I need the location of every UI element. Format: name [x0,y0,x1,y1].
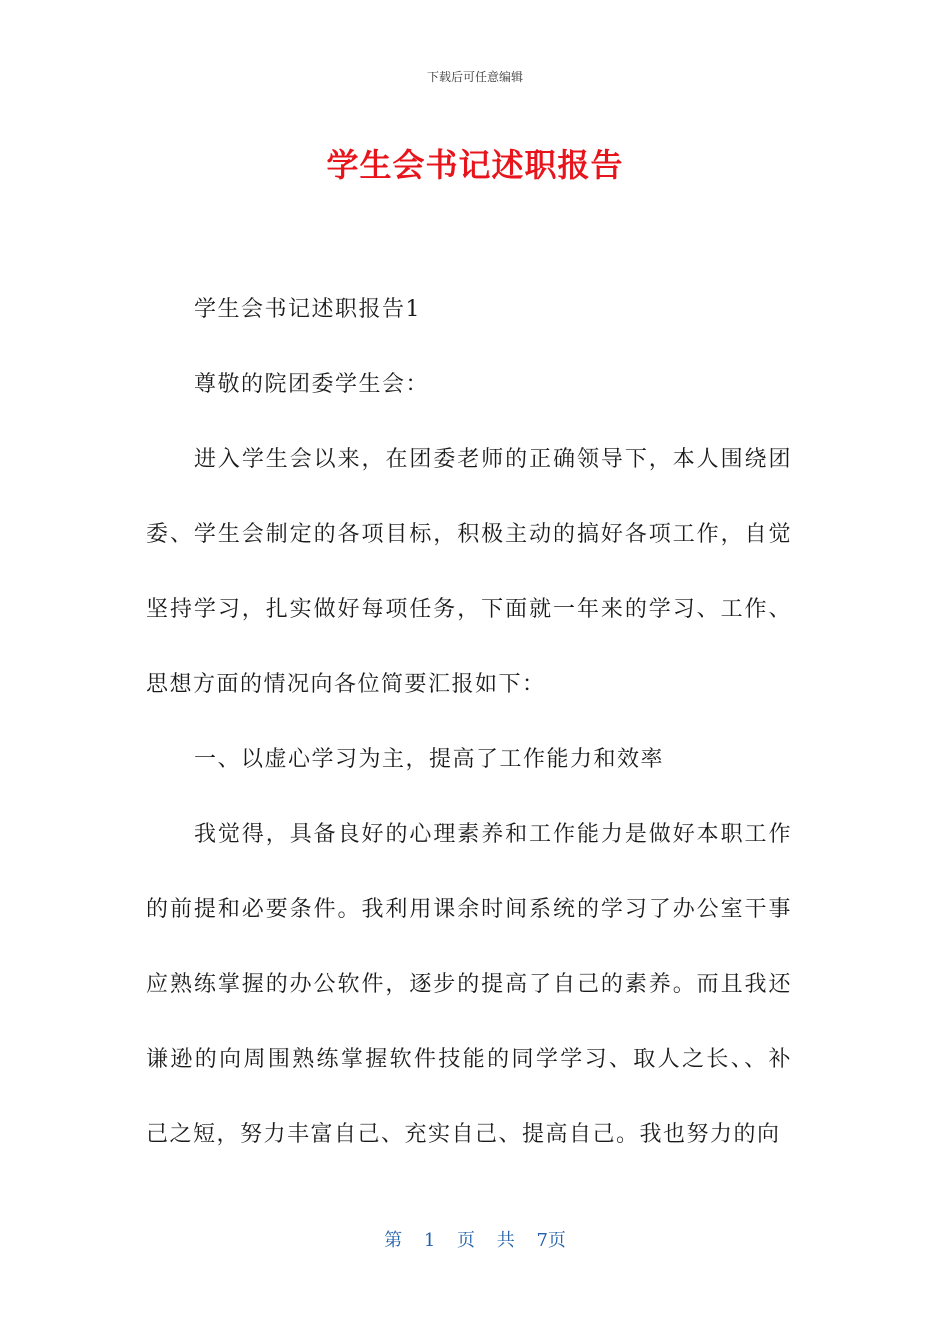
footer-di: 第 [384,1230,403,1251]
document-body [146,272,792,1172]
footer-page-number: 1 [423,1230,436,1251]
paragraph-section-heading: 一、以虚心学习为主，提高了工作能力和效率 [194,747,665,772]
document-title: 学生会书记述职报告 [326,146,624,184]
paragraph-salutation: 尊敬的院团委学生会： [194,372,430,397]
paragraph-intro: 进入学生会以来，在团委老师的正确领导下，本人围绕团委、学生会制定的各项目标，积极主动的搞好各项工作，自觉坚持学习，扎实做好每项任务，下面就一年来的学习、工作、思想方面的情况向各位简要汇报如下： [146,447,792,697]
paragraph-subtitle: 学生会书记述职报告1 [194,297,421,322]
footer-total-pages: 7页 [536,1230,566,1251]
page-footer [0,1226,950,1252]
footer-ye: 页 [457,1230,475,1251]
footer-gong: 共 [496,1230,515,1251]
header-note: 下载后可任意编辑 [426,70,523,84]
paragraph-body: 我觉得，具备良好的心理素养和工作能力是做好本职工作的前提和必要条件。我利用课余时间系统的学习了办公室干事应熟练掌握的办公软件，逐步的提高了自己的素养。而且我还谦逊的向周围熟练掌握软件技能的同学学习、取人之长、、补己之短，努力丰富自己、充实自己、提高自己。我也努力的向 [146,822,792,1147]
